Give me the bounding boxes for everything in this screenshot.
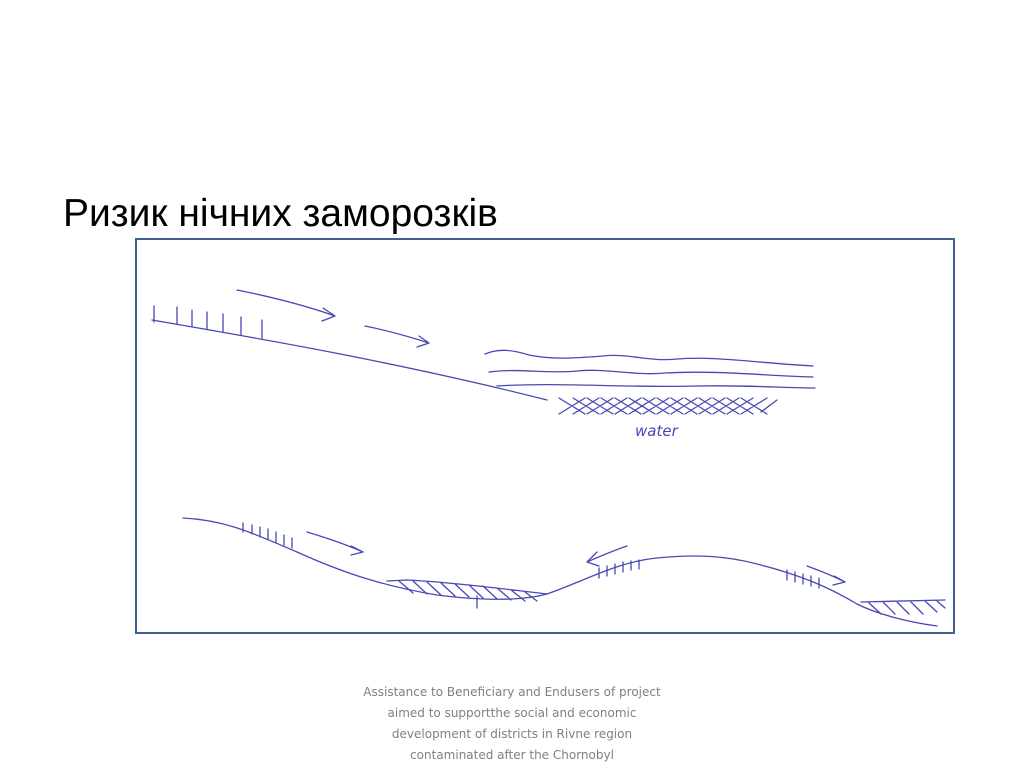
- water-wave-3: [497, 385, 815, 388]
- footer-note: Assistance to Beneficiary and Endusers of project aimed to supportthe social and economic development of districts in Rivne region contaminated after the Chornobyl: [363, 685, 661, 762]
- water-crosshatch: [559, 398, 777, 414]
- lower-cold-air-arrows: [307, 532, 845, 585]
- frost-pockets: [387, 580, 945, 614]
- upper-slope-line: [152, 320, 547, 400]
- lower-cold-air-ticks: [243, 523, 819, 588]
- water-wave-1: [485, 350, 813, 366]
- water-surface-lines: [485, 350, 815, 388]
- arrow-up-left: [587, 546, 627, 566]
- slide-title: Ризик нічних заморозків: [63, 192, 498, 235]
- upper-slope-ticks: [154, 306, 262, 338]
- ticks-right-slope: [787, 570, 819, 588]
- upper-cold-air-arrows: [237, 290, 429, 347]
- water-label: water: [635, 422, 678, 440]
- arrow-down-left-slope: [307, 532, 363, 555]
- frost-pocket-right: [861, 600, 945, 614]
- water-wave-2: [489, 370, 813, 377]
- hand-drawn-sketch: [135, 238, 955, 634]
- arrow-1: [237, 290, 335, 321]
- ticks-left-slope: [243, 523, 292, 548]
- sketch-drawing: [137, 240, 953, 632]
- arrow-2: [365, 326, 429, 347]
- crosshatch-lines: [559, 398, 777, 414]
